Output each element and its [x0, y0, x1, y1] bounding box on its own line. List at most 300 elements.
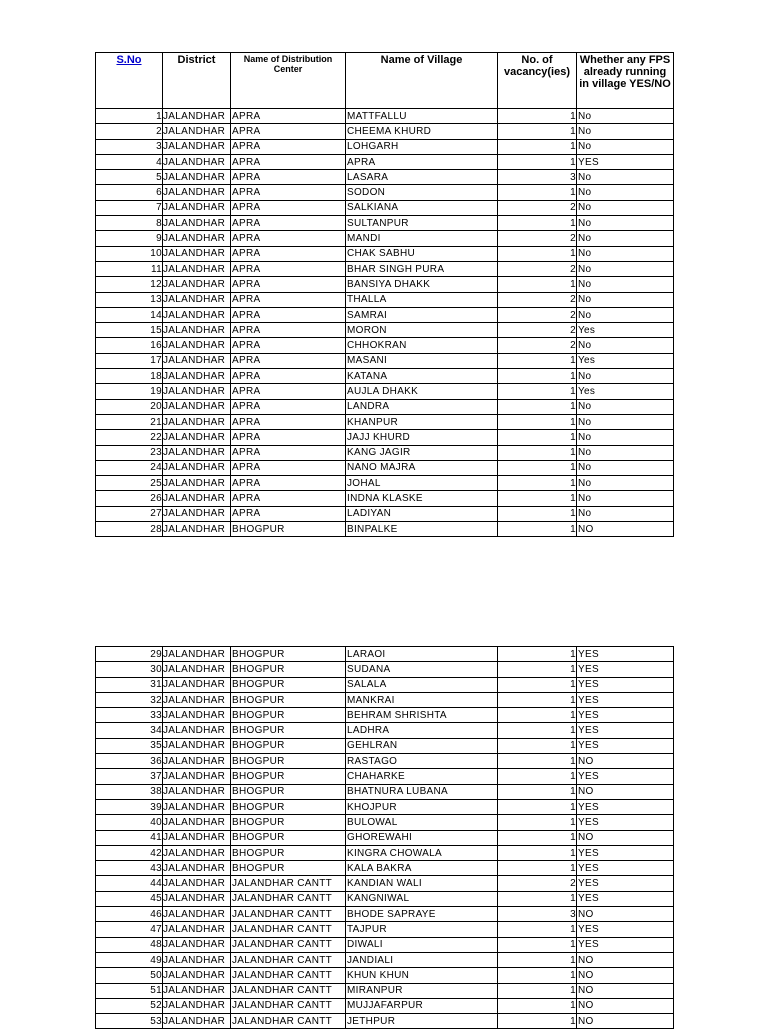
table-row [96, 998, 674, 1013]
cell-distribution-center: APRA [231, 323, 346, 338]
cell-sno: 12 [96, 277, 163, 292]
cell-village: MASANI [346, 353, 498, 368]
cell-vacancy: 1 [498, 216, 577, 231]
table-row [96, 353, 674, 368]
cell-vacancy: 1 [498, 738, 577, 753]
cell-distribution-center: BHOGPUR [231, 784, 346, 799]
cell-village: KANGNIWAL [346, 891, 498, 906]
cell-sno: 4 [96, 154, 163, 169]
table-row [96, 338, 674, 353]
cell-vacancy: 1 [498, 968, 577, 983]
cell-vacancy: 2 [498, 292, 577, 307]
cell-district: JALANDHAR [163, 307, 231, 322]
cell-vacancy: 1 [498, 922, 577, 937]
cell-village: BHODE SAPRAYE [346, 907, 498, 922]
cell-sno: 25 [96, 476, 163, 491]
cell-fps-running: No [577, 491, 674, 506]
cell-vacancy: 1 [498, 891, 577, 906]
cell-vacancy: 2 [498, 307, 577, 322]
cell-district: JALANDHAR [163, 216, 231, 231]
cell-distribution-center: BHOGPUR [231, 815, 346, 830]
table-row [96, 261, 674, 276]
table-row [96, 522, 674, 537]
cell-distribution-center: APRA [231, 246, 346, 261]
cell-district: JALANDHAR [163, 124, 231, 139]
cell-distribution-center: APRA [231, 261, 346, 276]
cell-vacancy: 1 [498, 998, 577, 1013]
cell-sno: 13 [96, 292, 163, 307]
cell-sno: 14 [96, 307, 163, 322]
cell-sno: 45 [96, 891, 163, 906]
table-row [96, 708, 674, 723]
table-row [96, 430, 674, 445]
cell-sno: 18 [96, 369, 163, 384]
cell-sno: 31 [96, 677, 163, 692]
cell-fps-running: YES [577, 708, 674, 723]
cell-vacancy: 1 [498, 662, 577, 677]
cell-vacancy: 1 [498, 185, 577, 200]
cell-village: BINPALKE [346, 522, 498, 537]
table-row [96, 952, 674, 967]
cell-distribution-center: APRA [231, 414, 346, 429]
cell-vacancy: 2 [498, 261, 577, 276]
cell-district: JALANDHAR [163, 723, 231, 738]
cell-fps-running: No [577, 185, 674, 200]
cell-village: DIWALI [346, 937, 498, 952]
cell-distribution-center: APRA [231, 109, 346, 124]
cell-village: KHANPUR [346, 414, 498, 429]
cell-village: SODON [346, 185, 498, 200]
cell-distribution-center: BHOGPUR [231, 861, 346, 876]
cell-fps-running: No [577, 476, 674, 491]
cell-distribution-center: JALANDHAR CANTT [231, 998, 346, 1013]
cell-village: KHUN KHUN [346, 968, 498, 983]
cell-distribution-center: BHOGPUR [231, 723, 346, 738]
header-sno[interactable]: S.No [96, 53, 163, 109]
cell-village: KANG JAGIR [346, 445, 498, 460]
cell-district: JALANDHAR [163, 677, 231, 692]
cell-vacancy: 2 [498, 338, 577, 353]
cell-district: JALANDHAR [163, 998, 231, 1013]
table-row [96, 968, 674, 983]
cell-sno: 39 [96, 799, 163, 814]
cell-vacancy: 2 [498, 200, 577, 215]
cell-village: JETHPUR [346, 1014, 498, 1029]
cell-village: KANDIAN WALI [346, 876, 498, 891]
cell-sno: 38 [96, 784, 163, 799]
cell-vacancy: 1 [498, 677, 577, 692]
cell-vacancy: 1 [498, 246, 577, 261]
cell-village: JANDIALI [346, 952, 498, 967]
cell-distribution-center: APRA [231, 445, 346, 460]
cell-fps-running: YES [577, 647, 674, 662]
cell-district: JALANDHAR [163, 968, 231, 983]
header-fps-running: Whether any FPS already running in village YES/NO [577, 53, 674, 109]
cell-sno: 51 [96, 983, 163, 998]
table-body-1 [96, 109, 674, 537]
cell-district: JALANDHAR [163, 170, 231, 185]
cell-vacancy: 1 [498, 952, 577, 967]
cell-sno: 50 [96, 968, 163, 983]
cell-fps-running: NO [577, 754, 674, 769]
cell-vacancy: 1 [498, 109, 577, 124]
cell-village: LASARA [346, 170, 498, 185]
cell-vacancy: 1 [498, 445, 577, 460]
table-row [96, 307, 674, 322]
cell-fps-running: NO [577, 907, 674, 922]
cell-sno: 8 [96, 216, 163, 231]
cell-fps-running: YES [577, 799, 674, 814]
cell-village: JOHAL [346, 476, 498, 491]
table-row [96, 754, 674, 769]
cell-fps-running: YES [577, 815, 674, 830]
table-row [96, 170, 674, 185]
cell-vacancy: 1 [498, 353, 577, 368]
cell-distribution-center: APRA [231, 200, 346, 215]
cell-village: MIRANPUR [346, 983, 498, 998]
cell-vacancy: 2 [498, 876, 577, 891]
cell-sno: 33 [96, 708, 163, 723]
table-row [96, 876, 674, 891]
cell-village: MANDI [346, 231, 498, 246]
cell-distribution-center: BHOGPUR [231, 692, 346, 707]
cell-district: JALANDHAR [163, 522, 231, 537]
cell-sno: 16 [96, 338, 163, 353]
cell-fps-running: YES [577, 922, 674, 937]
table-row [96, 861, 674, 876]
cell-distribution-center: APRA [231, 170, 346, 185]
cell-fps-running: No [577, 124, 674, 139]
cell-vacancy: 1 [498, 506, 577, 521]
cell-fps-running: YES [577, 861, 674, 876]
cell-sno: 44 [96, 876, 163, 891]
cell-village: KALA BAKRA [346, 861, 498, 876]
cell-sno: 17 [96, 353, 163, 368]
table-row [96, 937, 674, 952]
cell-vacancy: 1 [498, 983, 577, 998]
cell-district: JALANDHAR [163, 799, 231, 814]
cell-distribution-center: BHOGPUR [231, 708, 346, 723]
cell-sno: 42 [96, 845, 163, 860]
cell-vacancy: 1 [498, 430, 577, 445]
cell-sno: 5 [96, 170, 163, 185]
cell-district: JALANDHAR [163, 384, 231, 399]
cell-fps-running: YES [577, 677, 674, 692]
cell-village: BULOWAL [346, 815, 498, 830]
cell-district: JALANDHAR [163, 414, 231, 429]
cell-district: JALANDHAR [163, 784, 231, 799]
cell-sno: 30 [96, 662, 163, 677]
cell-village: CHHOKRAN [346, 338, 498, 353]
table-row [96, 891, 674, 906]
cell-fps-running: No [577, 216, 674, 231]
cell-distribution-center: APRA [231, 154, 346, 169]
cell-district: JALANDHAR [163, 246, 231, 261]
cell-village: BANSIYA DHAKK [346, 277, 498, 292]
table-row [96, 769, 674, 784]
cell-vacancy: 1 [498, 369, 577, 384]
cell-fps-running: YES [577, 723, 674, 738]
cell-village: JAJJ KHURD [346, 430, 498, 445]
table-row [96, 647, 674, 662]
cell-village: TAJPUR [346, 922, 498, 937]
cell-district: JALANDHAR [163, 154, 231, 169]
table-row [96, 662, 674, 677]
cell-fps-running: YES [577, 662, 674, 677]
table-row [96, 292, 674, 307]
cell-village: KATANA [346, 369, 498, 384]
cell-distribution-center: APRA [231, 216, 346, 231]
cell-distribution-center: APRA [231, 460, 346, 475]
cell-vacancy: 1 [498, 937, 577, 952]
header-district: District [163, 53, 231, 109]
cell-sno: 9 [96, 231, 163, 246]
cell-district: JALANDHAR [163, 922, 231, 937]
cell-fps-running: No [577, 246, 674, 261]
cell-sno: 48 [96, 937, 163, 952]
cell-fps-running: YES [577, 769, 674, 784]
cell-sno: 43 [96, 861, 163, 876]
cell-village: BHATNURA LUBANA [346, 784, 498, 799]
cell-distribution-center: BHOGPUR [231, 830, 346, 845]
cell-distribution-center: APRA [231, 124, 346, 139]
cell-vacancy: 2 [498, 231, 577, 246]
cell-fps-running: Yes [577, 384, 674, 399]
cell-sno: 1 [96, 109, 163, 124]
header-vacancy: No. of vacancy(ies) [498, 53, 577, 109]
cell-district: JALANDHAR [163, 983, 231, 998]
cell-district: JALANDHAR [163, 506, 231, 521]
cell-distribution-center: BHOGPUR [231, 647, 346, 662]
cell-district: JALANDHAR [163, 261, 231, 276]
cell-sno: 2 [96, 124, 163, 139]
cell-sno: 29 [96, 647, 163, 662]
cell-fps-running: No [577, 445, 674, 460]
cell-distribution-center: APRA [231, 139, 346, 154]
table-row [96, 983, 674, 998]
table-row [96, 738, 674, 753]
table-row [96, 414, 674, 429]
table-row [96, 216, 674, 231]
cell-village: RASTAGO [346, 754, 498, 769]
table-row [96, 1014, 674, 1029]
table-row [96, 139, 674, 154]
cell-vacancy: 1 [498, 384, 577, 399]
cell-sno: 37 [96, 769, 163, 784]
cell-district: JALANDHAR [163, 692, 231, 707]
cell-fps-running: No [577, 231, 674, 246]
table-row [96, 506, 674, 521]
cell-sno: 20 [96, 399, 163, 414]
cell-village: LADIYAN [346, 506, 498, 521]
cell-fps-running: No [577, 414, 674, 429]
table-row [96, 231, 674, 246]
cell-sno: 10 [96, 246, 163, 261]
cell-sno: 15 [96, 323, 163, 338]
cell-distribution-center: JALANDHAR CANTT [231, 891, 346, 906]
cell-vacancy: 1 [498, 1014, 577, 1029]
cell-fps-running: No [577, 506, 674, 521]
cell-village: SALKIANA [346, 200, 498, 215]
cell-vacancy: 1 [498, 723, 577, 738]
cell-district: JALANDHAR [163, 277, 231, 292]
cell-fps-running: No [577, 307, 674, 322]
cell-fps-running: NO [577, 983, 674, 998]
cell-village: GHOREWAHI [346, 830, 498, 845]
cell-village: NANO MAJRA [346, 460, 498, 475]
cell-village: SULTANPUR [346, 216, 498, 231]
cell-vacancy: 1 [498, 124, 577, 139]
cell-distribution-center: APRA [231, 384, 346, 399]
cell-sno: 53 [96, 1014, 163, 1029]
cell-fps-running: No [577, 200, 674, 215]
cell-distribution-center: APRA [231, 399, 346, 414]
cell-distribution-center: BHOGPUR [231, 799, 346, 814]
cell-sno: 19 [96, 384, 163, 399]
cell-village: BEHRAM SHRISHTA [346, 708, 498, 723]
cell-district: JALANDHAR [163, 815, 231, 830]
cell-village: CHAHARKE [346, 769, 498, 784]
cell-distribution-center: APRA [231, 307, 346, 322]
cell-vacancy: 1 [498, 414, 577, 429]
cell-fps-running: No [577, 170, 674, 185]
table-row [96, 815, 674, 830]
table-row [96, 124, 674, 139]
cell-sno: 49 [96, 952, 163, 967]
cell-distribution-center: JALANDHAR CANTT [231, 922, 346, 937]
table-row [96, 476, 674, 491]
table-row [96, 784, 674, 799]
cell-fps-running: Yes [577, 353, 674, 368]
cell-village: MORON [346, 323, 498, 338]
cell-village: INDNA KLASKE [346, 491, 498, 506]
cell-district: JALANDHAR [163, 430, 231, 445]
cell-distribution-center: APRA [231, 292, 346, 307]
cell-distribution-center: BHOGPUR [231, 662, 346, 677]
table-row [96, 460, 674, 475]
cell-vacancy: 3 [498, 170, 577, 185]
cell-village: SALALA [346, 677, 498, 692]
cell-sno: 6 [96, 185, 163, 200]
cell-distribution-center: APRA [231, 430, 346, 445]
cell-district: JALANDHAR [163, 1014, 231, 1029]
cell-district: JALANDHAR [163, 937, 231, 952]
table-row [96, 369, 674, 384]
cell-fps-running: No [577, 261, 674, 276]
table-row [96, 384, 674, 399]
table-row [96, 922, 674, 937]
cell-distribution-center: BHOGPUR [231, 769, 346, 784]
cell-distribution-center: BHOGPUR [231, 845, 346, 860]
cell-district: JALANDHAR [163, 952, 231, 967]
cell-fps-running: No [577, 292, 674, 307]
cell-vacancy: 2 [498, 323, 577, 338]
cell-fps-running: No [577, 277, 674, 292]
cell-sno: 7 [96, 200, 163, 215]
cell-distribution-center: JALANDHAR CANTT [231, 968, 346, 983]
cell-sno: 28 [96, 522, 163, 537]
cell-district: JALANDHAR [163, 754, 231, 769]
cell-fps-running: No [577, 460, 674, 475]
cell-sno: 32 [96, 692, 163, 707]
cell-sno: 24 [96, 460, 163, 475]
cell-sno: 47 [96, 922, 163, 937]
cell-distribution-center: APRA [231, 231, 346, 246]
cell-vacancy: 1 [498, 647, 577, 662]
cell-village: LANDRA [346, 399, 498, 414]
table-row [96, 200, 674, 215]
cell-village: CHAK SABHU [346, 246, 498, 261]
cell-distribution-center: JALANDHAR CANTT [231, 907, 346, 922]
table-row [96, 830, 674, 845]
cell-fps-running: YES [577, 692, 674, 707]
cell-sno: 11 [96, 261, 163, 276]
cell-district: JALANDHAR [163, 292, 231, 307]
cell-village: SAMRAI [346, 307, 498, 322]
table-row [96, 491, 674, 506]
cell-fps-running: YES [577, 738, 674, 753]
cell-sno: 26 [96, 491, 163, 506]
cell-sno: 41 [96, 830, 163, 845]
table-row [96, 109, 674, 124]
cell-district: JALANDHAR [163, 662, 231, 677]
cell-fps-running: YES [577, 845, 674, 860]
cell-vacancy: 1 [498, 491, 577, 506]
header-distribution-center: Name of Distribution Center [231, 53, 346, 109]
cell-distribution-center: APRA [231, 369, 346, 384]
table-row [96, 154, 674, 169]
cell-vacancy: 1 [498, 476, 577, 491]
cell-district: JALANDHAR [163, 338, 231, 353]
cell-vacancy: 1 [498, 815, 577, 830]
cell-vacancy: 1 [498, 522, 577, 537]
cell-sno: 34 [96, 723, 163, 738]
cell-distribution-center: BHOGPUR [231, 754, 346, 769]
cell-sno: 23 [96, 445, 163, 460]
cell-distribution-center: JALANDHAR CANTT [231, 983, 346, 998]
cell-vacancy: 1 [498, 139, 577, 154]
cell-fps-running: NO [577, 998, 674, 1013]
cell-district: JALANDHAR [163, 861, 231, 876]
cell-village: CHEEMA KHURD [346, 124, 498, 139]
table-row [96, 677, 674, 692]
cell-fps-running: No [577, 139, 674, 154]
cell-district: JALANDHAR [163, 139, 231, 154]
cell-sno: 35 [96, 738, 163, 753]
cell-village: KHOJPUR [346, 799, 498, 814]
cell-distribution-center: JALANDHAR CANTT [231, 952, 346, 967]
cell-vacancy: 1 [498, 154, 577, 169]
cell-vacancy: 1 [498, 399, 577, 414]
cell-district: JALANDHAR [163, 845, 231, 860]
table-row [96, 185, 674, 200]
cell-vacancy: 1 [498, 692, 577, 707]
cell-fps-running: NO [577, 968, 674, 983]
table-row [96, 399, 674, 414]
cell-vacancy: 3 [498, 907, 577, 922]
header-village: Name of Village [346, 53, 498, 109]
cell-distribution-center: APRA [231, 353, 346, 368]
cell-fps-running: NO [577, 522, 674, 537]
cell-district: JALANDHAR [163, 647, 231, 662]
table-header-row [96, 53, 674, 109]
table-row [96, 723, 674, 738]
cell-village: MUJJAFARPUR [346, 998, 498, 1013]
table-row [96, 323, 674, 338]
table-row [96, 246, 674, 261]
cell-district: JALANDHAR [163, 231, 231, 246]
cell-district: JALANDHAR [163, 200, 231, 215]
